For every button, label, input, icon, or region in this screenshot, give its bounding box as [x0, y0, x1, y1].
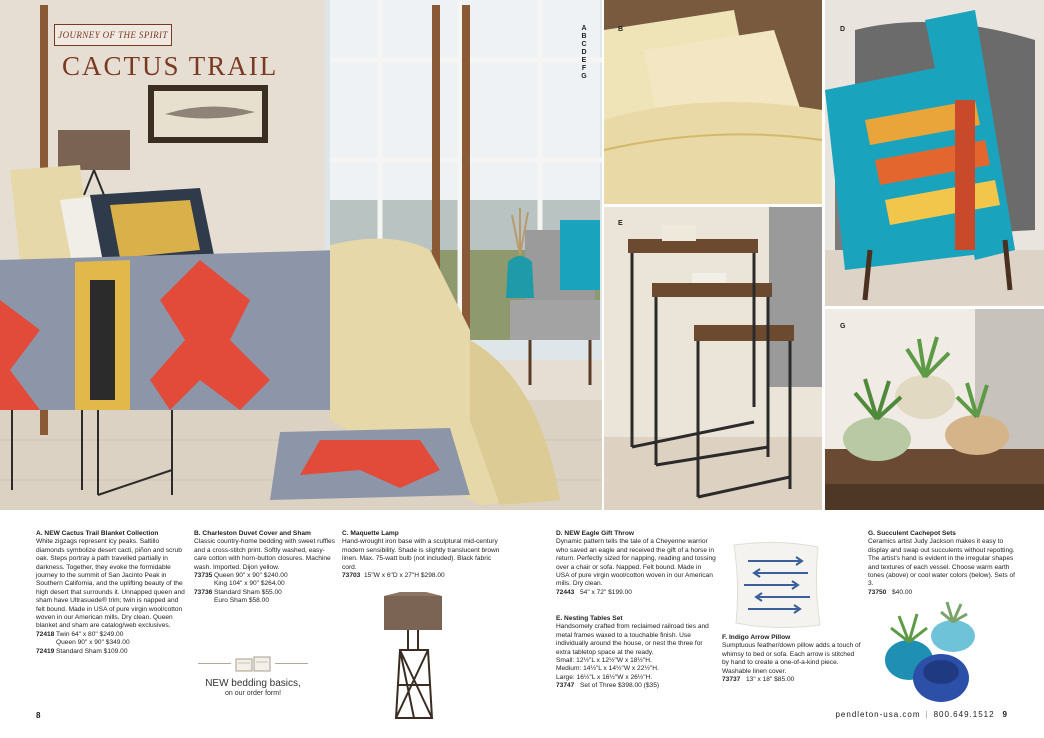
- product-a-price-row: [36, 648, 186, 656]
- sku: 73750: [868, 588, 887, 596]
- product-a-price-row: [36, 639, 186, 647]
- maquette-lamp-image: [378, 590, 448, 722]
- product-g-copy: [868, 530, 1018, 597]
- product-f-description: Sumptuous feather/down pillow adds a touch of whimsy to bed or sofa. Each arrow is stitched by hand to create a one-of-a-kind piece. Washable linen cover.: [722, 642, 861, 675]
- indigo-arrow-pillow-image: [730, 537, 822, 633]
- photo-letter: C: [581, 41, 587, 48]
- phone-number: 800.649.1512: [933, 710, 995, 719]
- sku: [194, 597, 214, 605]
- price-text: Standard Sham $109.00: [56, 647, 128, 655]
- product-c-description: Hand-wrought iron base with a sculptural mid-century modern sensibility. Shade is slightly translucent brown linen. Max. 75-watt bulb (not included). Black fabric cord.: [342, 538, 500, 571]
- photo-letter: F: [581, 65, 587, 72]
- price-text: Queen 90" x 90" $349.00: [56, 639, 130, 647]
- price-text: Queen 90" x 90" $240.00: [214, 572, 288, 580]
- product-f-copy: [722, 634, 862, 684]
- collection-title: CACTUS TRAIL: [62, 51, 279, 81]
- product-f-heading: F. Indigo Arrow Pillow: [722, 634, 791, 641]
- callout-rule: [275, 663, 308, 664]
- callout-line-2: on our order form!: [224, 690, 282, 697]
- photo-letter-b: B: [618, 26, 624, 33]
- cool-cachepot-set-image: [883, 598, 983, 708]
- product-d-copy: [556, 530, 716, 597]
- page-number-left: 8: [36, 711, 41, 720]
- price-text: Set of Three $398.00 ($35): [580, 682, 660, 690]
- product-e-size: Medium: 14½"L x 14½"W x 22½"H.: [556, 665, 659, 673]
- product-e-description: Handsomely crafted from reclaimed railroad ties and metal frames waxed to a touchable finish. Use individually around the house, or nest the three for extra tabletop space at the ready.: [556, 623, 709, 656]
- product-b-price-row: [194, 589, 336, 597]
- cachepot-photo: [825, 309, 1044, 510]
- product-e-price-row: [556, 682, 716, 690]
- product-d-heading: D. NEW Eagle Gift Throw: [556, 530, 635, 537]
- throw-illustration: [825, 0, 1044, 306]
- throw-chair-photo: [825, 0, 1044, 306]
- product-a-description: White zigzags represent icy peaks. Saltillo diamonds symbolize desert cacti, piñon and scrub oak. Steps portray a path travelled partially in darkness. Together, they evoke the formidable journey to the summit of San Jacinto Peak in Southern California, and the uplifting beauty of the high desert that surrounds it. Unnapped queen and sham have Ultrasuede® trim; twin is napped and felt bound. Made in USA of pure virgin wool/cotton woven in our American mills. Dry clean. Queen blanket and sham are catalog/web exclusives.: [36, 538, 185, 630]
- footer-contact: [835, 710, 1008, 719]
- website-link[interactable]: pendleton-usa.com: [835, 710, 921, 719]
- footer-separator: |: [925, 710, 929, 719]
- product-b-price-row: [194, 597, 336, 605]
- price-text: 13" x 18" $85.00: [746, 676, 795, 684]
- sku: 73735: [194, 572, 213, 580]
- cachepot-illustration: [825, 309, 1044, 510]
- photo-letter-d: D: [840, 26, 846, 33]
- price-text: 15"W x 6"D x 27"H $298.00: [364, 572, 445, 580]
- photo-letter: D: [581, 49, 587, 56]
- photo-letter-g: G: [840, 323, 846, 330]
- price-text: Euro Sham $58.00: [214, 597, 269, 605]
- product-e-size: Large: 16½"L x 16½"W x 26½"H.: [556, 673, 653, 681]
- product-a-price-row: [36, 631, 186, 639]
- callout-line-1: NEW bedding basics,: [205, 678, 301, 689]
- product-b-price-row: [194, 572, 336, 580]
- duvet-photo: [604, 0, 822, 204]
- photo-letter: A: [581, 25, 587, 32]
- collection-eyebrow-box: [54, 24, 172, 46]
- price-text: King 104" x 90" $264.00: [214, 580, 285, 588]
- photo-letter-e: E: [618, 220, 623, 227]
- product-b-copy: [194, 530, 336, 606]
- price-text: 54" x 72" $199.00: [580, 588, 632, 596]
- callout-rule: [198, 663, 231, 664]
- duvet-illustration: [604, 0, 822, 204]
- sku: 72443: [556, 588, 575, 596]
- product-b-description: Classic country-home bedding with sweet ruffles and a cross-stitch print. Softly washed, easy-care cotton with horn-button closures. Machine wash. Imported. Dijon yellow.: [194, 538, 335, 571]
- sku: 73737: [722, 676, 741, 684]
- product-c-heading: C. Maquette Lamp: [342, 530, 399, 537]
- product-g-heading: G. Succulent Cachepot Sets: [868, 530, 956, 537]
- collection-eyebrow: JOURNEY OF THE SPIRIT: [58, 30, 168, 40]
- price-text: Twin 64" x 80" $249.00: [56, 630, 124, 638]
- product-e-heading: E. Nesting Tables Set: [556, 615, 623, 622]
- sku: 73747: [556, 682, 575, 690]
- price-text: $40.00: [892, 588, 913, 596]
- product-f-price-row: [722, 676, 862, 684]
- bedding-basics-callout: [198, 655, 308, 700]
- price-text: Standard Sham $55.00: [214, 588, 282, 596]
- sku: 73703: [342, 572, 361, 580]
- product-g-price-row: [868, 589, 1018, 597]
- sku: 72419: [36, 647, 55, 655]
- sku: [36, 639, 56, 647]
- page-number-right: 9: [1002, 710, 1008, 719]
- product-c-price-row: [342, 572, 502, 580]
- nesting-tables-photo: [604, 207, 822, 510]
- product-c-copy: [342, 530, 502, 580]
- product-b-price-row: [194, 580, 336, 588]
- product-d-price-row: [556, 589, 716, 597]
- product-e-copy: [556, 615, 716, 691]
- product-g-description: Ceramics artist Judy Jackson makes it easy to display and swap out succulents without repotting. The artist's hand is evident in the irregular shapes and textures of each vessel. Choose warm earth tones (above) or cool water colors (below). Sets of 3.: [868, 538, 1015, 588]
- sku: 72418: [36, 630, 55, 638]
- product-b-heading: B. Charleston Duvet Cover and Sham: [194, 530, 311, 537]
- folded-linens-icon: [234, 655, 272, 673]
- sku: 73736: [194, 588, 213, 596]
- photo-letter: E: [581, 57, 587, 64]
- nesting-tables-illustration: [604, 207, 822, 510]
- product-a-heading: A. NEW Cactus Trail Blanket Collection: [36, 530, 159, 537]
- sku: [194, 580, 214, 588]
- product-a-copy: [36, 530, 186, 656]
- product-e-size: Small: 12½"L x 12½"W x 18½"H.: [556, 657, 652, 665]
- photo-letter-index: [579, 25, 589, 81]
- photo-letter: G: [581, 73, 587, 80]
- photo-letter: B: [581, 33, 587, 40]
- product-d-description: Dynamic pattern tells the tale of a Cheyenne warrior who saved an eagle and received the gift of a horse in return. Perfectly sized for napping, reading and tossing over a chair or sofa. Napped. Felt bound. Made in USA of pure virgin wool/cotton woven in our American mills. Dry clean.: [556, 538, 716, 588]
